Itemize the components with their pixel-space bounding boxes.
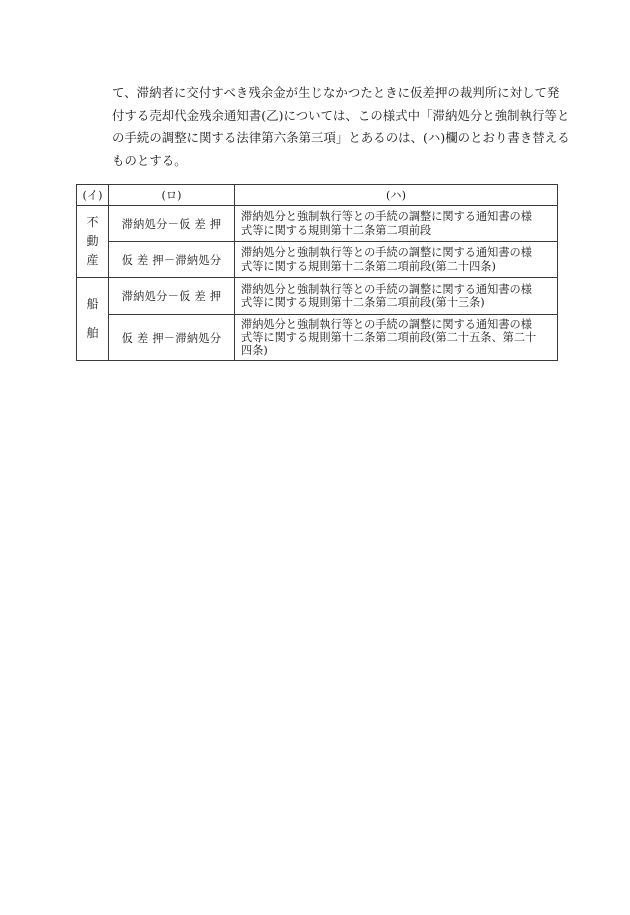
table-row <box>77 315 558 361</box>
category-char: 舶 <box>86 326 99 340</box>
table-row <box>77 278 558 315</box>
ro-cell: 仮 差 押－滞納処分 <box>109 242 235 278</box>
category-real-estate <box>77 206 109 278</box>
header-ro: (ロ) <box>109 185 235 206</box>
ha-cell <box>235 242 558 278</box>
ha-cell <box>235 315 558 361</box>
header-i: (イ) <box>77 185 109 206</box>
ha-line: 滞納処分と強制執行等との手続の調整に関する通知書の様 <box>241 210 532 224</box>
ha-line: 式等に関する規則第十二条第二項前段(第二十四条) <box>241 259 496 273</box>
category-char: 動 <box>86 234 99 248</box>
ha-line: 式等に関する規則第十二条第二項前段(第二十五条、第二十 <box>241 330 537 344</box>
ha-line: 滞納処分と強制執行等との手続の調整に関する通知書の様 <box>241 317 532 331</box>
ha-cell <box>235 278 558 315</box>
table-row <box>77 242 558 278</box>
paragraph-line: の手続の調整に関する法律第六条第三項」とあるのは、(ハ)欄のとおり書き替える <box>112 130 570 146</box>
table-row <box>77 206 558 242</box>
ha-line: 滞納処分と強制執行等との手続の調整に関する通知書の様 <box>241 246 532 260</box>
category-char: 産 <box>86 253 99 267</box>
replacement-table <box>76 184 558 361</box>
category-char: 不 <box>86 215 99 229</box>
ha-line: 滞納処分と強制執行等との手続の調整に関する通知書の様 <box>241 282 532 296</box>
paragraph-line: て、滞納者に交付すべき残余金が生じなかつたときに仮差押の裁判所に対して発 <box>112 85 560 100</box>
ha-line: 式等に関する規則第十二条第二項前段(第十三条) <box>241 296 485 309</box>
category-char: 船 <box>86 297 99 311</box>
ro-cell: 仮 差 押－滞納処分 <box>109 315 235 361</box>
paragraph-line: 付する売却代金残余通知書(乙)については、この様式中「滞納処分と強制執行等と <box>112 107 570 123</box>
table-header-row <box>77 185 558 206</box>
ha-line: 式等に関する規則第十二条第二項前段 <box>241 223 432 237</box>
body-paragraph <box>112 82 570 172</box>
category-ship <box>77 278 109 361</box>
ha-cell <box>235 206 558 242</box>
ro-cell: 滞納処分－仮 差 押 <box>109 206 235 242</box>
paragraph-line: ものとする。 <box>112 152 187 168</box>
ha-line: 四条) <box>241 344 268 358</box>
header-ha: (ハ) <box>235 185 558 206</box>
ro-cell: 滞納処分－仮 差 押 <box>109 278 235 315</box>
